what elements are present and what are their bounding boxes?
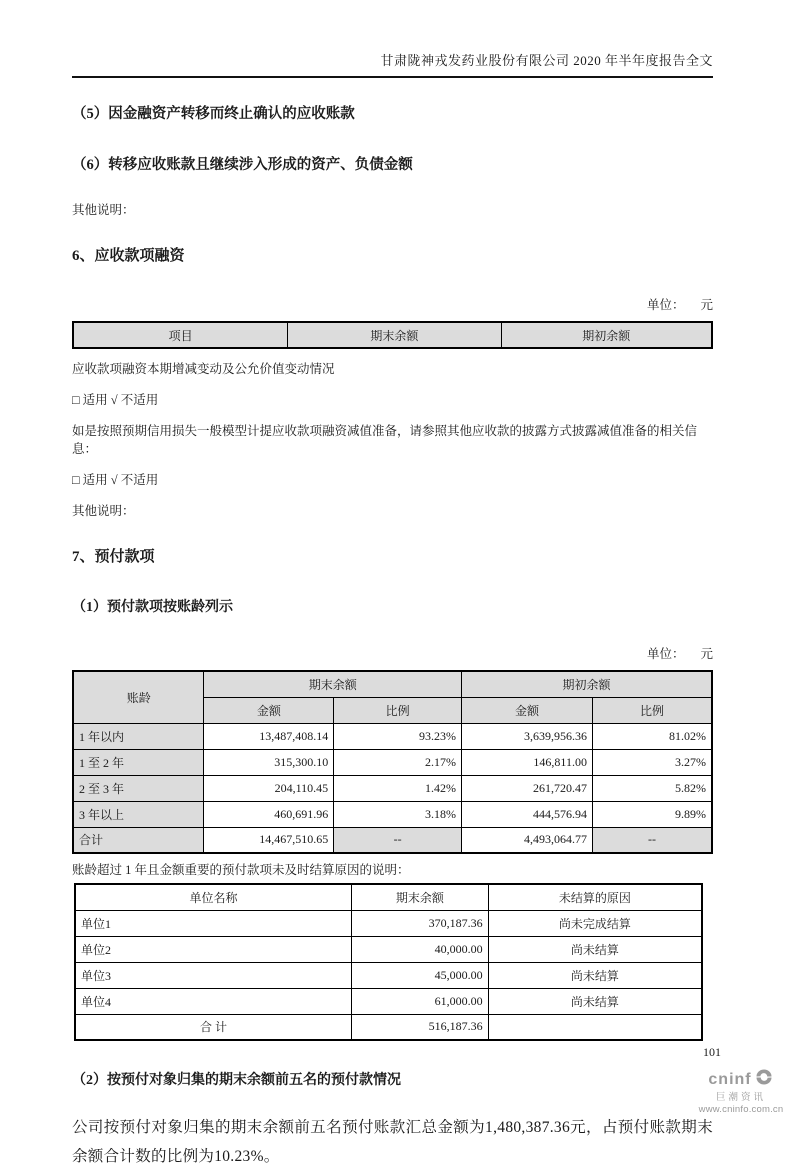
- age-label: 1 至 2 年: [73, 749, 204, 775]
- applicable-checkbox-line-2: □ 适用 √ 不适用: [72, 473, 159, 487]
- unit-value: 元: [700, 298, 713, 312]
- table-total-row: [75, 1014, 702, 1040]
- end-ratio: 2.17%: [334, 749, 462, 775]
- column-header-end-balance: 期末余额: [288, 322, 501, 348]
- unsettled-reason: 尚未完成结算: [488, 910, 702, 936]
- unit-line-1: [72, 295, 713, 313]
- receivables-financing-heading: 6、应收款项融资: [72, 248, 185, 264]
- column-header-amount: 金额: [204, 697, 334, 723]
- prepayments-sub2-heading: （2）按预付对象归集的期末余额前五名的预付款情况: [72, 1073, 401, 1088]
- begin-amount: 146,811.00: [461, 749, 592, 775]
- total-end-balance: 516,187.36: [352, 1014, 489, 1040]
- change-note: 应收款项融资本期增减变动及公允价值变动情况: [72, 362, 335, 376]
- cninfo-brand-text: cninf: [708, 1071, 752, 1089]
- cninfo-url: www.cninfo.com.cn: [698, 1104, 784, 1116]
- end-balance: 40,000.00: [352, 936, 489, 962]
- age-label: 2 至 3 年: [73, 775, 204, 801]
- end-amount: 13,487,408.14: [204, 723, 334, 749]
- column-header-begin-balance: 期初余额: [461, 671, 712, 697]
- page-number: 101: [703, 1045, 721, 1059]
- column-header-amount: 金额: [461, 697, 592, 723]
- end-balance: 45,000.00: [352, 962, 489, 988]
- age-label: 1 年以内: [73, 723, 204, 749]
- end-balance: 370,187.36: [352, 910, 489, 936]
- section-6-heading: （6）转移应收账款且继续涉入形成的资产、负债金额: [72, 157, 413, 173]
- column-header-ratio: 比例: [334, 697, 462, 723]
- end-amount: 460,691.96: [204, 801, 334, 827]
- total-reason: [488, 1014, 702, 1040]
- end-amount: 315,300.10: [204, 749, 334, 775]
- total-label: 合 计: [75, 1014, 352, 1040]
- begin-ratio: 3.27%: [592, 749, 712, 775]
- column-header-entity-name: 单位名称: [75, 884, 352, 910]
- applicable-checkbox-line-1: □ 适用 √ 不适用: [72, 393, 159, 407]
- prepayments-aging-table: [72, 670, 713, 854]
- entity-name: 单位4: [75, 988, 352, 1014]
- unsettled-reason: 尚未结算: [488, 936, 702, 962]
- unit-value: 元: [700, 647, 713, 661]
- total-begin-ratio: --: [592, 827, 712, 853]
- table-row: [75, 962, 702, 988]
- table-total-row: [73, 827, 712, 853]
- total-end-amount: 14,467,510.65: [204, 827, 334, 853]
- end-ratio: 1.42%: [334, 775, 462, 801]
- other-notes-label-2: 其他说明：: [72, 504, 135, 518]
- end-ratio: 93.23%: [334, 723, 462, 749]
- table-row: [73, 723, 712, 749]
- table-row: [75, 910, 702, 936]
- begin-ratio: 81.02%: [592, 723, 712, 749]
- receivables-financing-table: [72, 321, 713, 349]
- table-row: [75, 988, 702, 1014]
- end-amount: 204,110.45: [204, 775, 334, 801]
- overdue-prepayments-table: [74, 883, 703, 1041]
- table-header-row: [73, 322, 712, 348]
- column-header-age: 账龄: [73, 671, 204, 723]
- prepayments-heading: 7、预付款项: [72, 549, 155, 565]
- top5-prepayments-paragraph: 公司按预付对象归集的期末余额前五名预付账款汇总金额为1,480,387.36元，占预付账款期末余额合计数的比例为10.23%。: [72, 1119, 713, 1165]
- unsettled-reason: 尚未结算: [488, 988, 702, 1014]
- begin-ratio: 5.82%: [592, 775, 712, 801]
- unit-line-2: [72, 644, 713, 662]
- table-row: [73, 749, 712, 775]
- cninfo-logo: [693, 1068, 789, 1116]
- column-header-item: 项目: [73, 322, 288, 348]
- column-header-reason: 未结算的原因: [488, 884, 702, 910]
- end-ratio: 3.18%: [334, 801, 462, 827]
- column-header-end-balance: 期末余额: [352, 884, 489, 910]
- age-label: 3 年以上: [73, 801, 204, 827]
- overdue-note: 账龄超过 1 年且金额重要的预付款项未及时结算原因的说明：: [72, 863, 410, 877]
- unit-label: 单位：: [646, 647, 685, 661]
- entity-name: 单位3: [75, 962, 352, 988]
- table-row: [73, 801, 712, 827]
- unit-label: 单位：: [646, 298, 685, 312]
- cninfo-chinese-name: 巨潮资讯: [715, 1092, 766, 1104]
- total-end-ratio: --: [334, 827, 462, 853]
- entity-name: 单位1: [75, 910, 352, 936]
- column-header-begin-balance: 期初余额: [501, 322, 712, 348]
- table-row: [73, 775, 712, 801]
- header-title: 甘肃陇神戎发药业股份有限公司 2020 年半年度报告全文: [380, 53, 713, 68]
- document-header: [72, 0, 713, 78]
- impairment-note: 如是按照预期信用损失一般模型计提应收款项融资减值准备，请参照其他应收款的披露方式披露减值准备的相关信息：: [72, 424, 698, 456]
- begin-amount: 3,639,956.36: [461, 723, 592, 749]
- begin-amount: 444,576.94: [461, 801, 592, 827]
- entity-name: 单位2: [75, 936, 352, 962]
- begin-ratio: 9.89%: [592, 801, 712, 827]
- total-label: 合计: [73, 827, 204, 853]
- section-5-heading: （5）因金融资产转移而终止确认的应收账款: [72, 106, 355, 122]
- end-balance: 61,000.00: [352, 988, 489, 1014]
- table-header-row: [75, 884, 702, 910]
- unsettled-reason: 尚未结算: [488, 962, 702, 988]
- cninfo-swirl-icon: [754, 1068, 774, 1092]
- table-row: [75, 936, 702, 962]
- total-begin-amount: 4,493,064.77: [461, 827, 592, 853]
- prepayments-sub1-heading: （1）预付款项按账龄列示: [72, 600, 233, 615]
- column-header-ratio: 比例: [592, 697, 712, 723]
- column-header-end-balance: 期末余额: [204, 671, 462, 697]
- aging-header-row-1: [73, 671, 712, 697]
- begin-amount: 261,720.47: [461, 775, 592, 801]
- other-notes-label-1: 其他说明：: [72, 203, 135, 217]
